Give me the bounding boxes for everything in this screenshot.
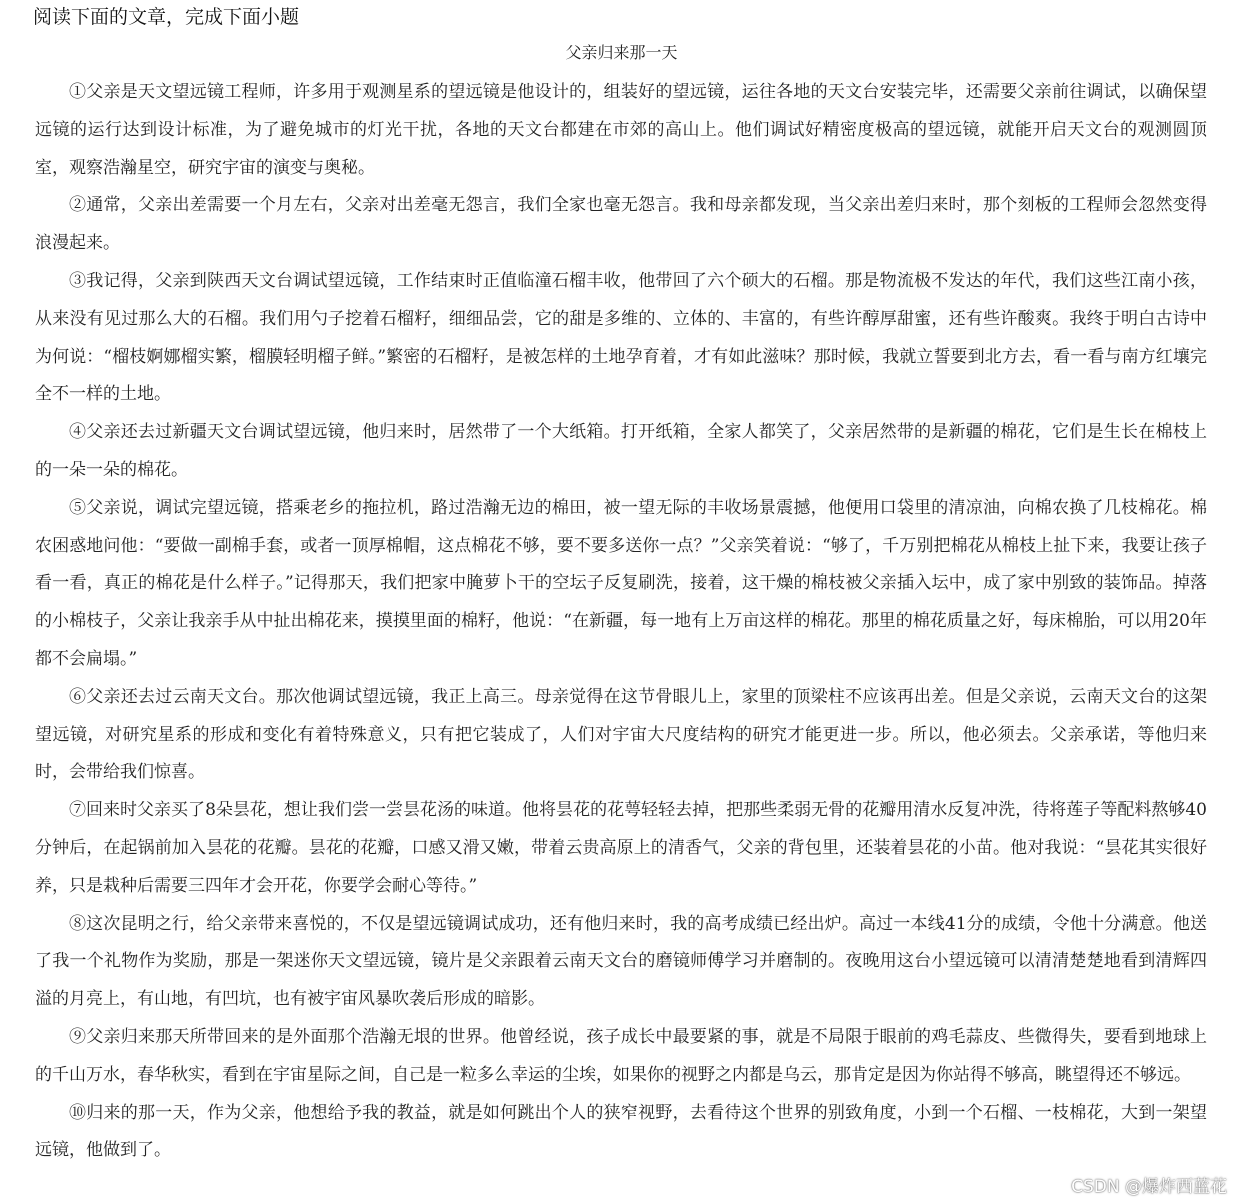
paragraph-7: ⑦回来时父亲买了8朵昙花，想让我们尝一尝昙花汤的味道。他将昙花的花萼轻轻去掉，把那些柔弱无骨的花瓣用清水反复冲洗，待将莲子等配料熬够40分钟后，在起锅前加入昙花的花瓣。昙花的花瓣，口感又滑又嫩，带着云贵高原上的清香气，父亲的背包里，还装着昙花的小苗。他对我说：“昙花其实很好养，只是栽种后需要三四年才会开花，你要学会耐心等待。” — [35, 800, 1207, 896]
csdn-watermark: CSDN @爆炸西蓝花 — [1071, 1177, 1227, 1197]
paragraph-9: ⑨父亲归来那天所带回来的是外面那个浩瀚无垠的世界。他曾经说，孩子成长中最要紧的事，就是不局限于眼前的鸡毛蒜皮、些微得失，要看到地球上的千山万水，春华秋实，看到在宇宙星际之间，自己是一粒多么幸运的尘埃，如果你的视野之内都是乌云，那肯定是因为你站得不够高，眺望得还不够远。 — [35, 1026, 1207, 1085]
paragraph-10: ⑩归来的那一天，作为父亲，他想给予我的教益，就是如何跳出个人的狭窄视野，去看待这个世界的别致角度，小到一个石榴、一枝棉花，大到一架望远镜，他做到了。 — [35, 1102, 1207, 1161]
paragraph-8: ⑧这次昆明之行，给父亲带来喜悦的，不仅是望远镜调试成功，还有他归来时，我的高考成绩已经出炉。高过一本线41分的成绩，令他十分满意。他送了我一个礼物作为奖励，那是一架迷你天文望远镜，镜片是父亲跟着云南天文台的磨镜师傅学习并磨制的。夜晚用这台小望远镜可以清清楚楚地看到清辉四溢的月亮上，有山地，有凹坑，也有被宇宙风暴吹袭后形成的暗影。 — [35, 913, 1207, 1010]
paragraph-1: ①父亲是天文望远镜工程师，许多用于观测星系的望远镜是他设计的，组装好的望远镜，运往各地的天文台安装完毕，还需要父亲前往调试，以确保望远镜的运行达到设计标准，为了避免城市的灯光干扰，各地的天文台都建在市郊的高山上。他们调试好精密度极高的望远镜，就能开启天文台的观测圆顶室，观察浩瀚星空，研究宇宙的演变与奥秘。 — [35, 82, 1207, 178]
paragraph-3: ③我记得，父亲到陕西天文台调试望远镜，工作结束时正值临潼石榴丰收，他带回了六个硕大的石榴。那是物流极不发达的年代，我们这些江南小孩，从来没有见过那么大的石榴。我们用勺子挖着石榴籽，细细品尝，它的甜是多维的、立体的、丰富的，有些许醇厚甜蜜，还有些许酸爽。我终于明白古诗中为何说：“榴枝婀娜榴实繁，榴膜轻明榴子鲜。”繁密的石榴籽，是被怎样的土地孕育着，才有如此滋味？那时候，我就立誓要到北方去，看一看与南方红壤完全不一样的土地。 — [35, 270, 1207, 405]
paragraph-4: ④父亲还去过新疆天文台调试望远镜，他归来时，居然带了一个大纸箱。打开纸箱，全家人都笑了，父亲居然带的是新疆的棉花，它们是生长在棉枝上的一朵一朵的棉花。 — [35, 422, 1207, 480]
article-body — [35, 74, 1207, 1170]
question-instruction: 阅读下面的文章，完成下面小题 — [33, 6, 300, 28]
paragraph-2: ②通常，父亲出差需要一个月左右，父亲对出差毫无怨言，我们全家也毫无怨言。我和母亲都发现，当父亲出差归来时，那个刻板的工程师会忽然变得浪漫起来。 — [35, 195, 1207, 254]
article-title: 父亲归来那一天 — [565, 43, 678, 62]
paragraph-5: ⑤父亲说，调试完望远镜，搭乘老乡的拖拉机，路过浩瀚无边的棉田，被一望无际的丰收场景震撼，他便用口袋里的清凉油，向棉农换了几枝棉花。棉农困惑地问他：“要做一副棉手套，或者一顶厚棉帽，这点棉花不够，要不要多送你一点？”父亲笑着说：“够了，千万别把棉花从棉枝上扯下来，我要让孩子看一看，真正的棉花是什么样子。”记得那天，我们把家中腌萝卜干的空坛子反复刷洗，接着，这干燥的棉枝被父亲插入坛中，成了家中别致的装饰品。掉落的小棉枝子，父亲让我亲手从中扯出棉花来，摸摸里面的棉籽，他说：“在新疆，每一地有上万亩这样的棉花。那里的棉花质量之好，每床棉胎，可以用20年都不会扁塌。” — [35, 497, 1207, 669]
paragraph-6: ⑥父亲还去过云南天文台。那次他调试望远镜，我正上高三。母亲觉得在这节骨眼儿上，家里的顶梁柱不应该再出差。但是父亲说，云南天文台的这架望远镜，对研究星系的形成和变化有着特殊意义，只有把它装成了，人们对宇宙大尺度结构的研究才能更进一步。所以，他必须去。父亲承诺，等他归来时，会带给我们惊喜。 — [35, 686, 1207, 783]
